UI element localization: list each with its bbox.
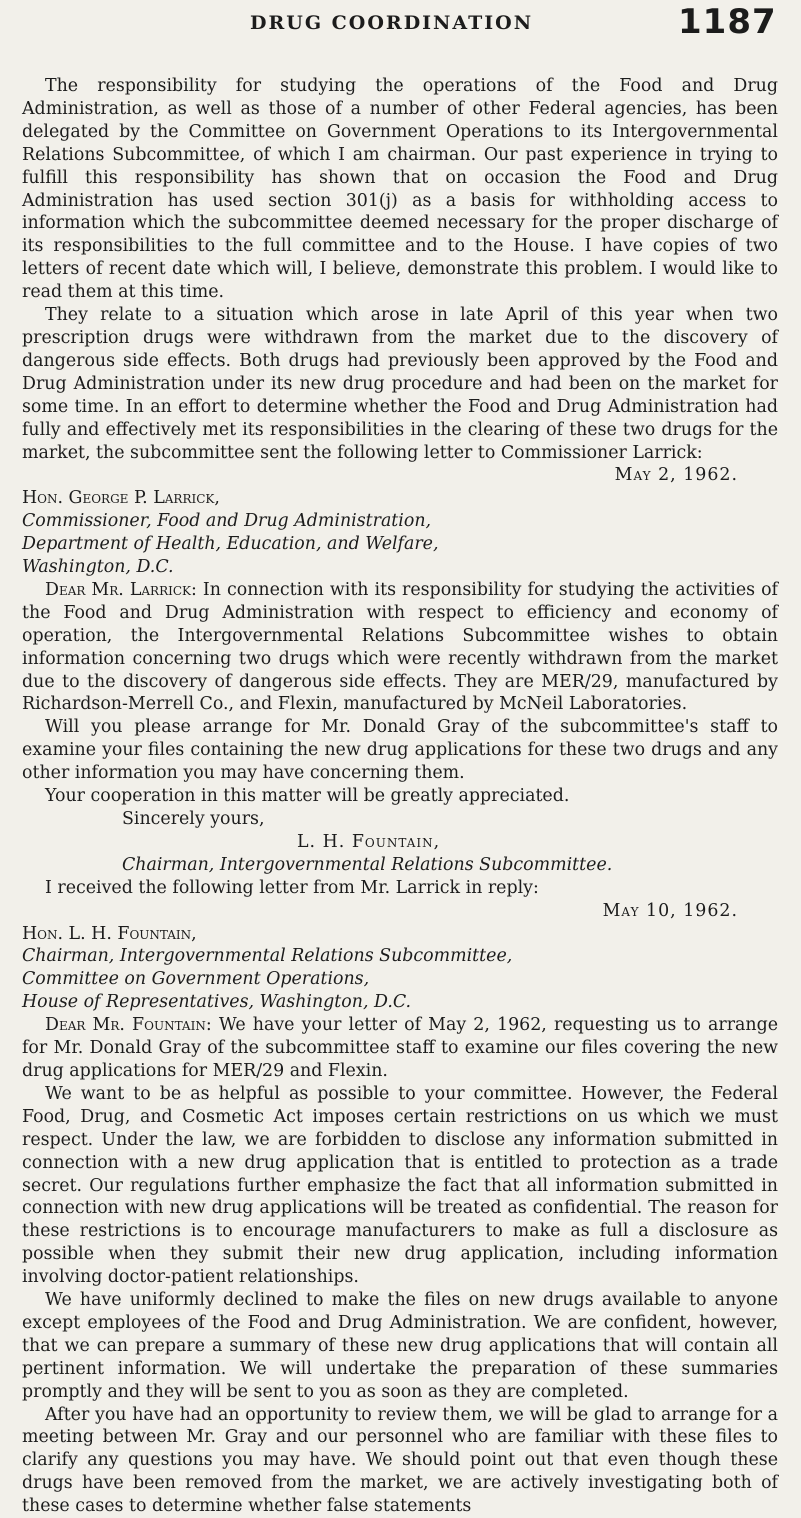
- letter-date: May 2, 1962.: [614, 465, 738, 486]
- letter-date: May 10, 1962.: [602, 900, 738, 921]
- paragraph: They relate to a situation which arose in late April of this year when two prescription drugs were withdrawn from the market due to the discovery of dangerous side effects. Both drugs had previously been approved by the Food and Drug Administration under its new drug procedure and had been on the market for some time. In an effort to determine whether the Food and Drug Administration had fully and effectively met its responsibilities in the clearing of these two drugs for the market, the subcommittee sent the following letter to Commissioner Larrick:: [22, 305, 778, 463]
- addressee-line: Chairman, Intergovernmental Relations Subcommittee,: [22, 946, 513, 967]
- paragraph: I received the following letter from Mr. Larrick in reply:: [45, 877, 539, 898]
- letter-text: We have your letter of May 2, 1962, requesting us to arrange for Mr. Donald Gray of the subcommittee staff to examine our files covering the new drug applications for MER/29 and Flexin.: [22, 1015, 779, 1081]
- letter-paragraph: We have uniformly declined to make the files on new drugs available to anyone except employees of the Food and Drug Administration. We are confident, however, that we can prepare a summary of these new drug applications that will contain all pertinent information. We will undertake the preparation of these summaries promptly and they will be sent to you as soon as they are completed.: [22, 1290, 778, 1402]
- document-body: [22, 75, 778, 1518]
- salutation: Dear Mr. Larrick:: [45, 579, 197, 600]
- letter-closing: Sincerely yours,: [122, 809, 265, 829]
- addressee-name: Hon. George P. Larrick,: [22, 488, 220, 509]
- addressee-line: Department of Health, Education, and Welfare,: [22, 534, 439, 555]
- letter-1: [22, 464, 778, 876]
- addressee-line: Commissioner, Food and Drug Administration,: [22, 511, 432, 532]
- running-head: [0, 2, 801, 48]
- page-number: 1187: [678, 2, 777, 42]
- letter-paragraph: We want to be as helpful as possible to your committee. However, the Federal Food, Drug, and Cosmetic Act imposes certain restrictions on us which we must respect. Under the law, we are forbidden to disclose any information submitted in connection with a new drug application that is entitled to protection as a trade secret. Our regulations further emphasize the fact that all information submitted in connection with new drug applications will be treated as confidential. The reason for these restrictions is to encourage manufacturers to make as full a disclosure as possible when they submit their new drug application, including information involving doctor-patient relationships.: [22, 1083, 778, 1288]
- addressee-line: House of Representatives, Washington, D.C.: [22, 992, 412, 1013]
- letter-paragraph: Will you please arrange for Mr. Donald Gray of the subcommittee's staff to examine your files containing the new drug applications for these two drugs and any other information you may have concerning them.: [22, 717, 778, 784]
- paragraph: The responsibility for studying the operations of the Food and Drug Administration, as well as those of a number of other Federal agencies, has been delegated by the Committee on Government Operations to its Intergovernmental Relations Subcommittee, of which I am chairman. Our past experience in trying to fulfill this responsibility has shown that on occasion the Food and Drug Administration has used section 301(j) as a basis for withholding access to information which the subcommittee deemed necessary for the proper discharge of its responsibilities to the full committee and to the House. I have copies of two letters of recent date which will, I believe, demonstrate this problem. I would like to read them at this time.: [22, 76, 778, 303]
- letter-2: [22, 900, 778, 1518]
- salutation: Dear Mr. Fountain:: [45, 1015, 212, 1036]
- signature: L. H. Fountain,: [297, 831, 441, 852]
- letter-paragraph: [22, 1014, 778, 1083]
- addressee-name: Hon. L. H. Fountain,: [22, 923, 197, 944]
- addressee-line: Washington, D.C.: [22, 557, 174, 578]
- letter-text: In connection with its responsibility for studying the activities of the Food and Drug Administration with respect to efficiency and economy of operation, the Intergovernmental Relations Subcommittee wishes to obtain information concerning two drugs which were recently withdrawn from the market due to the discovery of dangerous side effects. They are MER/29, manufactured by Richardson-Merrell Co., and Flexin, manufactured by McNeil Laboratories.: [22, 579, 778, 715]
- addressee-line: Committee on Government Operations,: [22, 969, 370, 990]
- letter-paragraph: [22, 579, 778, 716]
- running-head-title: DRUG COORDINATION: [250, 12, 534, 34]
- letter-paragraph: Your cooperation in this matter will be greatly appreciated.: [45, 786, 570, 807]
- letter-paragraph: After you have had an opportunity to review them, we will be glad to arrange for a meeting between Mr. Gray and our personnel who are familiar with these files to clarify any questions you may have. We should point out that even though these drugs have been removed from the market, we are actively investigating both of these cases to determine whether false statements: [22, 1404, 778, 1517]
- signature-title: Chairman, Intergovernmental Relations Subcommittee.: [122, 854, 613, 875]
